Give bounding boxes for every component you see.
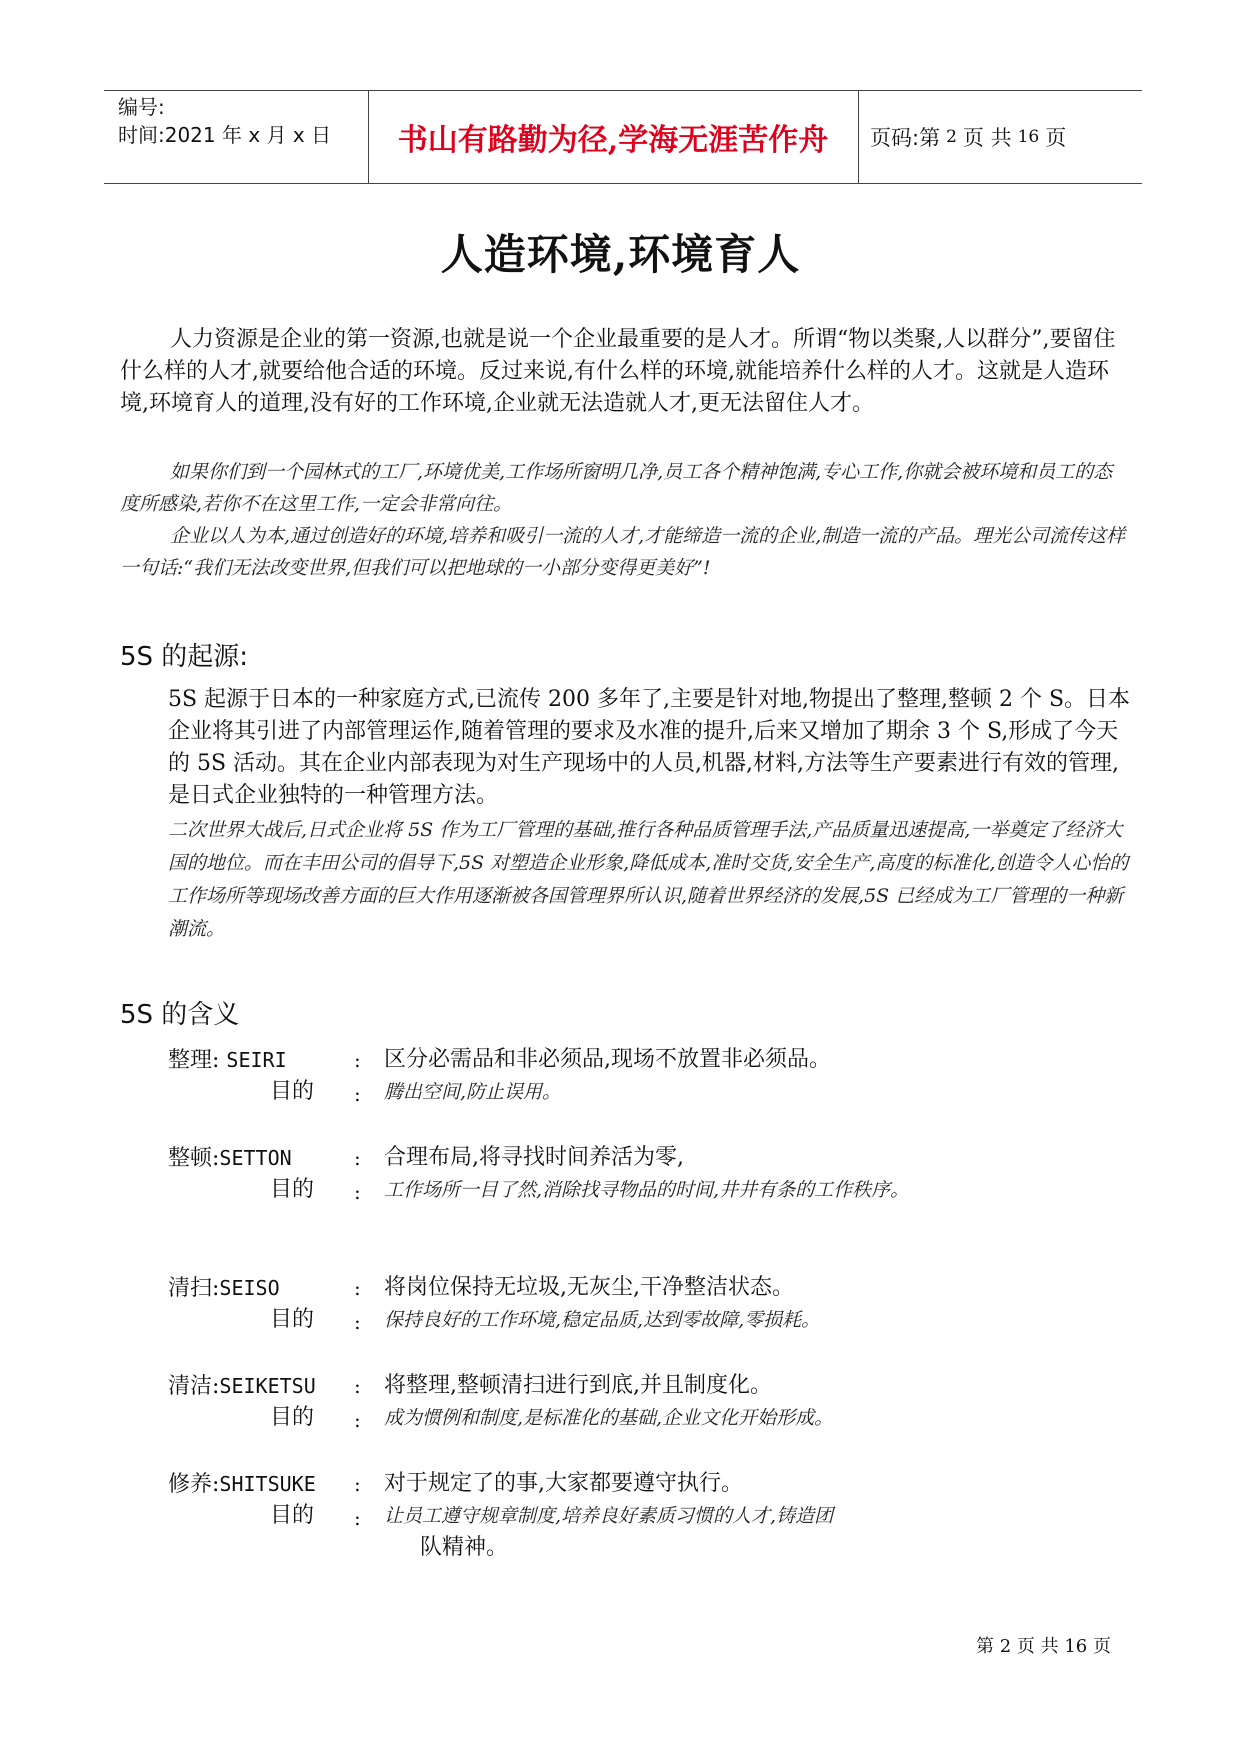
goal-colon: :: [354, 1082, 361, 1106]
item-label: 清洁:SEIKETSU: [168, 1374, 316, 1399]
item-definition: 将岗位保持无垃圾,无灰尘,干净整洁状态。: [384, 1275, 794, 1300]
goal-colon: :: [354, 1180, 361, 1204]
section-heading-meaning: 5S 的含义: [120, 1000, 240, 1030]
page-prefix: 页码:第: [870, 126, 941, 150]
page-footer: 第 2 页 共 16 页: [976, 1636, 1111, 1657]
item-goal: 工作场所一目了然,消除找寻物品的时间,井井有条的工作秩序。: [384, 1179, 910, 1201]
header-divider: [858, 91, 859, 183]
document-number-label: 编号:: [118, 95, 165, 119]
item-definition: 区分必需品和非必须品,现场不放置非必须品。: [384, 1047, 831, 1072]
item-label: 清扫:SEISO: [168, 1276, 280, 1301]
intro-italic-paragraph: 企业以人为本,通过创造好的环境,培养和吸引一流的人才,才能缔造一流的企业,制造一流的产品。理光公司流传这样一句话:“我们无法改变世界,但我们可以把地球的一小部分变得更美好”!: [120, 525, 1126, 579]
item-colon: :: [354, 1276, 361, 1300]
item-colon: :: [354, 1146, 361, 1170]
item-definition: 将整理,整顿清扫进行到底,并且制度化。: [384, 1373, 772, 1398]
page-number: 2: [946, 127, 957, 147]
goal-label: 目的: [270, 1079, 315, 1104]
page-total: 16: [1017, 127, 1040, 147]
goal-label: 目的: [270, 1307, 315, 1332]
item-colon: :: [354, 1048, 361, 1072]
document-date: 时间:2021 年 x 月 x 日: [118, 123, 332, 147]
goal-colon: :: [354, 1408, 361, 1432]
item-label: 整理: SEIRI: [168, 1048, 287, 1073]
item-goal: 保持良好的工作环境,稳定品质,达到零故障,零损耗。: [384, 1309, 821, 1331]
page-mid: 页 共: [962, 126, 1012, 150]
item-definition: 对于规定了的事,大家都要遵守执行。: [384, 1471, 743, 1496]
intro-italic-paragraph: 如果你们到一个园林式的工厂,环境优美,工作场所窗明几净,员工各个精神饱满,专心工作,你就会被环境和员工的态度所感染,若你不在这里工作,一定会非常向往。: [120, 461, 1113, 515]
item-label: 修养:SHITSUKE: [168, 1472, 316, 1497]
goal-label: 目的: [270, 1503, 315, 1528]
document-title: 人造环境,环境育人: [440, 230, 801, 279]
item-colon: :: [354, 1472, 361, 1496]
intro-paragraph: 人力资源是企业的第一资源,也就是说一个企业最重要的是人才。所谓“物以类聚,人以群分”,要留住什么样的人才,就要给他合适的环境。反过来说,有什么样的环境,就能培养什么样的人才。这就是人造环境,环境育人的道理,没有好的工作环境,企业就无法造就人才,更无法留住人才。: [120, 327, 1116, 416]
goal-label: 目的: [270, 1405, 315, 1430]
item-label: 整顿:SETTON: [168, 1146, 292, 1171]
item-definition: 合理布局,将寻找时间养活为零,: [384, 1145, 684, 1170]
header-meta: [118, 93, 331, 149]
header-motto: 书山有路勤为径,学海无涯苦作舟: [397, 123, 829, 158]
item-goal: 让员工遵守规章制度,培养良好素质习惯的人才,铸造团: [384, 1505, 834, 1527]
origin-italic-paragraph: 二次世界大战后,日式企业将 5S 作为工厂管理的基础,推行各种品质管理手法,产品质量迅速提高,一举奠定了经济大国的地位。而在丰田公司的倡导下,5S 对塑造企业形象,降低成本,准时交货,安全生产,高度的标准化,创造令人心怡的工作场所等现场改善方面的巨大作用逐渐被各国管理界所认识,随着世界经济的发展,5S 已经成为工厂管理的一种新潮流。: [168, 819, 1129, 940]
goal-colon: :: [354, 1310, 361, 1334]
header-page-info: [870, 91, 1066, 183]
page-header: [104, 90, 1142, 184]
origin-paragraph: 5S 起源于日本的一种家庭方式,已流传 200 多年了,主要是针对地,物提出了整理,整顿 2 个 S。日本企业将其引进了内部管理运作,随着管理的要求及水准的提升,后来又增加了期余 3 个 S,形成了今天的 5S 活动。其在企业内部表现为对生产现场中的人员,机器,材料,方法等生产要素进行有效的管理,是日式企业独特的一种管理方法。: [168, 687, 1131, 808]
goal-colon: :: [354, 1506, 361, 1530]
section-heading-origin: 5S 的起源:: [120, 642, 249, 672]
page-suffix: 页: [1045, 126, 1067, 150]
goal-label: 目的: [270, 1177, 315, 1202]
item-goal: 成为惯例和制度,是标准化的基础,企业文化开始形成。: [384, 1407, 834, 1429]
item-goal: 腾出空间,防止误用。: [384, 1081, 562, 1103]
item-goal-continued: 队精神。: [420, 1535, 509, 1560]
item-colon: :: [354, 1374, 361, 1398]
